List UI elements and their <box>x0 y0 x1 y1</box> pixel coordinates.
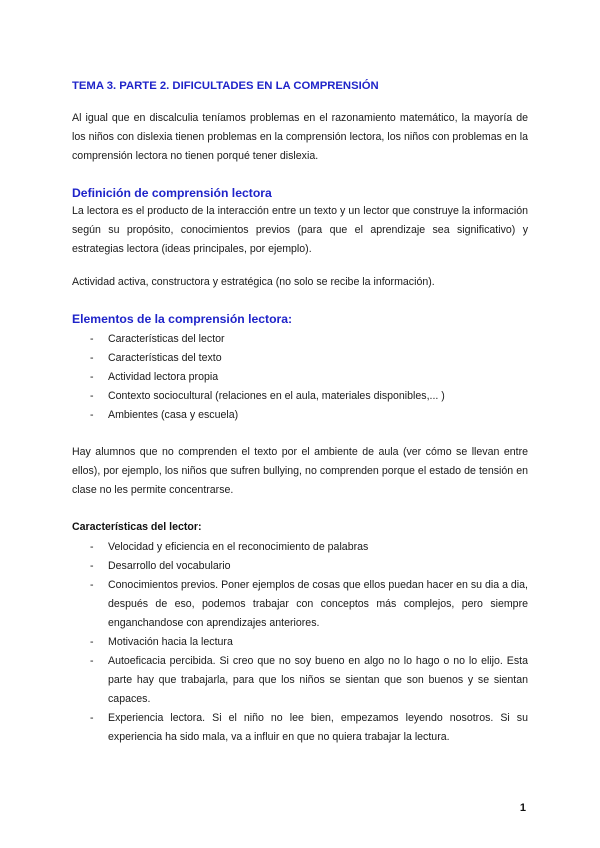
list-item-text: Características del texto <box>108 352 222 364</box>
list-item <box>72 368 528 387</box>
list-item-text: Desarrollo del vocabulario <box>108 560 231 572</box>
dash-bullet: - <box>90 712 94 724</box>
list-item-text: Velocidad y eficiencia en el reconocimiento de palabras <box>108 541 369 553</box>
dash-bullet: - <box>90 409 94 421</box>
definition-heading: Definición de comprensión lectora <box>72 186 272 200</box>
bullying-paragraph: Hay alumnos que no comprenden el texto por el ambiente de aula (ver cómo se llevan entre ellos), por ejemplo, los niños que sufren bullying, no comprenden porque el estado de tensión en clase no les permite concentrarse. <box>72 446 528 496</box>
list-item-text: Actividad lectora propia <box>108 371 219 383</box>
list-item-text: Experiencia lectora. Si el niño no lee bien, empezamos leyendo nosotros. Si su experiencia ha sido mala, va a influir en que no quiera trabajar la lectura. <box>108 712 528 743</box>
list-item <box>72 349 528 368</box>
page-content <box>72 78 528 747</box>
dash-bullet: - <box>90 560 94 572</box>
list-item-text: Ambientes (casa y escuela) <box>108 409 239 421</box>
list-item-text: Contexto sociocultural (relaciones en el aula, materiales disponibles,... ) <box>108 390 445 402</box>
list-item <box>72 406 528 425</box>
elements-heading: Elementos de la comprensión lectora: <box>72 312 293 326</box>
dash-bullet: - <box>90 352 94 364</box>
list-item-text: Conocimientos previos. Poner ejemplos de cosas que ellos puedan hacer en su dia a dia, después de eso, podemos trabajar con conceptos más complejos, pero siempre enganchandose con aprendizajes anteriores. <box>108 579 528 629</box>
intro-paragraph: Al igual que en discalculia teníamos problemas en el razonamiento matemático, la mayoría de los niños con dislexia tienen problemas en la comprensión lectora, los niños con problemas en la comprensión lectora no tienen porqué tener dislexia. <box>72 112 528 162</box>
list-item-text: Motivación hacia la lectura <box>108 636 233 648</box>
reader-heading: Características del lector: <box>72 521 202 533</box>
page-number: 1 <box>519 802 526 814</box>
page-title: TEMA 3. PARTE 2. DIFICULTADES EN LA COMPRENSIÓN <box>72 80 379 92</box>
list-item <box>72 633 528 652</box>
dash-bullet: - <box>90 541 94 553</box>
list-item <box>72 330 528 349</box>
list-item-text: Características del lector <box>108 333 225 345</box>
list-item <box>72 387 528 406</box>
activity-paragraph: Actividad activa, constructora y estratégica (no solo se recibe la información). <box>72 276 435 288</box>
dash-bullet: - <box>90 333 94 345</box>
list-item <box>72 652 528 709</box>
dash-bullet: - <box>90 390 94 402</box>
elements-list <box>72 330 528 425</box>
dash-bullet: - <box>90 579 94 591</box>
dash-bullet: - <box>90 655 94 667</box>
dash-bullet: - <box>90 371 94 383</box>
list-item <box>72 709 528 747</box>
reader-list <box>72 538 528 747</box>
dash-bullet: - <box>90 636 94 648</box>
list-item <box>72 557 528 576</box>
list-item-text: Autoeficacia percibida. Si creo que no soy bueno en algo no lo hago o no lo elijo. Esta parte hay que trabajarla, para que los niños se sientan que son buenos y se sientan capaces. <box>108 655 528 705</box>
list-item <box>72 538 528 557</box>
definition-paragraph: La lectora es el producto de la interacción entre un texto y un lector que construye la información según su propósito, conocimientos previos (para que el aprendizaje sea significativo) y estrategias lectora (ideas principales, por ejemplo). <box>72 205 528 255</box>
list-item <box>72 576 528 633</box>
